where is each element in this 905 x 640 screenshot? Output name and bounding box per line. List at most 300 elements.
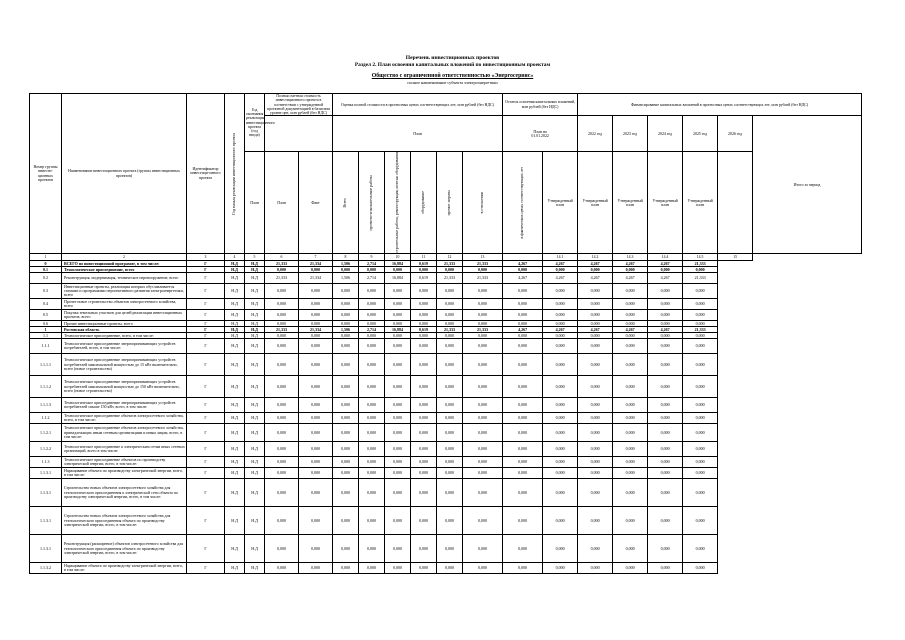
row-value: 0,000 <box>578 267 613 273</box>
table-row <box>30 261 862 267</box>
row-value: 0,000 <box>503 284 543 299</box>
col-year-start-label: Год начала реализации инвестиционного проекта <box>232 132 237 215</box>
row-value: 0,000 <box>359 339 385 354</box>
row-value: 0,000 <box>385 468 411 479</box>
row-name: Ростовская область <box>62 327 187 333</box>
row-value: 0,000 <box>648 563 683 574</box>
row-number: 1.1.1.3 <box>30 398 62 413</box>
index-cell: 8 <box>333 254 359 261</box>
all-label: Всего <box>343 198 348 208</box>
row-value: 21,333 <box>683 273 718 284</box>
row-year-end: Н.Д <box>245 413 265 424</box>
row-value: 0,000 <box>503 354 543 376</box>
table-row <box>30 424 862 442</box>
row-value: 0,000 <box>359 424 385 442</box>
row-value: 0,000 <box>543 267 578 273</box>
y2026-header: 2026 год <box>718 116 753 152</box>
row-year-end: Н.Д <box>245 468 265 479</box>
row-name: Технологическое присоединение объектов электросетевого хозяйства, принадлежащих иным сетевым организациям и иным лицам, всего, в том числе: <box>62 424 187 442</box>
row-value: 0,000 <box>683 354 718 376</box>
index-cell <box>503 254 543 261</box>
row-year-start: Н.Д <box>225 273 245 284</box>
row-value: 21,333 <box>265 327 299 333</box>
row-value: 0,000 <box>543 333 578 339</box>
row-value: 0,000 <box>333 563 359 574</box>
row-value: 0,000 <box>503 442 543 457</box>
row-value: 0,000 <box>299 442 333 457</box>
row-value: 0,000 <box>299 354 333 376</box>
row-value: 0,000 <box>613 535 648 563</box>
row-value: 0,000 <box>333 413 359 424</box>
row-value: 0,000 <box>613 267 648 273</box>
row-year-end: Н.Д <box>245 442 265 457</box>
row-value: 0,000 <box>265 339 299 354</box>
row-value: 0,000 <box>503 479 543 507</box>
row-name: Наращивание объекта по производству электрической энергии, всего, в том числе: <box>62 468 187 479</box>
row-value: 0,000 <box>613 398 648 413</box>
row-year-end: Н.Д <box>245 333 265 339</box>
row-value: 0,000 <box>385 284 411 299</box>
row-name: Технологическое присоединение энергопринимающих устройств потребителей максимальной мощностью до 150 кВт включительно, всего (новое строительство) <box>62 376 187 398</box>
row-value: 0,000 <box>359 310 385 321</box>
row-value: 0,000 <box>359 468 385 479</box>
row-year-end: Н.Д <box>245 457 265 468</box>
approved-2024: Утвержденный план <box>613 152 648 254</box>
row-year-start: Н.Д <box>225 284 245 299</box>
row-value: 0,000 <box>613 563 648 574</box>
col-cost-est-header: Полная сметная стоимость инвестиционного проекта в соответствии с утвержденной проектной документацией в базисном уровне цен, млн рублей (без НДС) <box>265 94 333 116</box>
row-value: 0,000 <box>683 267 718 273</box>
index-cell: 10 <box>385 254 411 261</box>
row-value: 0,000 <box>437 310 463 321</box>
total-period-header: Итого за период <box>753 116 862 254</box>
y2022-header: 2022 год <box>578 116 613 152</box>
index-cell: 15 <box>718 254 753 261</box>
row-value: 0,000 <box>265 310 299 321</box>
row-value: 0,000 <box>578 479 613 507</box>
row-value: 0,000 <box>437 321 463 327</box>
row-number: 0 <box>30 261 62 267</box>
document-title: Перечень инвестиционных проектов <box>405 55 500 61</box>
row-value: 0,000 <box>411 310 437 321</box>
row-number: 1.1.2.1 <box>30 424 62 442</box>
row-value: 4,267 <box>543 327 578 333</box>
row-value: 4,267 <box>578 261 613 267</box>
row-value: 0,000 <box>648 333 683 339</box>
row-year-end: Н.Д <box>245 267 265 273</box>
row-value: 0,000 <box>578 398 613 413</box>
all-header <box>333 152 359 254</box>
row-value: 0,000 <box>578 535 613 563</box>
row-value: 0,000 <box>503 376 543 398</box>
other-label: прочие затраты <box>447 190 452 216</box>
row-year-end: Н.Д <box>245 327 265 333</box>
row-value: 0,000 <box>299 468 333 479</box>
row-year-start: Н.Д <box>225 267 245 273</box>
row-value: 4,267 <box>613 327 648 333</box>
row-value: 0,000 <box>613 442 648 457</box>
row-value: 21,334 <box>299 327 333 333</box>
row-value: 0,000 <box>613 310 648 321</box>
row-value: 0,619 <box>411 261 437 267</box>
row-year-start: Н.Д <box>225 442 245 457</box>
row-number: 1.1.1 <box>30 339 62 354</box>
row-value: 0,000 <box>411 563 437 574</box>
row-value: 0,000 <box>543 507 578 535</box>
row-id: Г <box>187 563 225 574</box>
row-value: 4,267 <box>613 273 648 284</box>
row-value: 0,000 <box>299 267 333 273</box>
row-value: 0,000 <box>265 535 299 563</box>
row-name: Технологическое присоединение, всего <box>62 267 187 273</box>
row-number: 1.1.3.1 <box>30 535 62 563</box>
row-id: Г <box>187 442 225 457</box>
row-value: 0,000 <box>265 413 299 424</box>
row-value: 0,000 <box>463 310 503 321</box>
y2024-header: 2024 год <box>648 116 683 152</box>
row-value: 16,884 <box>385 273 411 284</box>
row-value: 0,000 <box>683 339 718 354</box>
other-header <box>437 152 463 254</box>
row-value: 0,000 <box>385 479 411 507</box>
row-value: 0,000 <box>265 457 299 468</box>
row-value: 0,000 <box>385 299 411 310</box>
row-value: 0,000 <box>648 479 683 507</box>
row-id: Г <box>187 457 225 468</box>
row-value: 0,000 <box>648 339 683 354</box>
row-number: 1.1.3.1 <box>30 468 62 479</box>
row-value: 0,000 <box>463 299 503 310</box>
row-value: 0,000 <box>299 310 333 321</box>
row-value: 0,000 <box>503 413 543 424</box>
row-value: 0,000 <box>463 563 503 574</box>
row-value: 0,000 <box>648 457 683 468</box>
row-value: 0,000 <box>648 507 683 535</box>
row-value: 0,000 <box>578 299 613 310</box>
header-row-1 <box>30 94 862 116</box>
index-cell: 13 <box>463 254 503 261</box>
row-value: 0,000 <box>683 442 718 457</box>
row-year-start: Н.Д <box>225 457 245 468</box>
row-year-end: Н.Д <box>245 310 265 321</box>
row-value: 0,000 <box>359 535 385 563</box>
row-value: 0,000 <box>613 284 648 299</box>
row-number: 1 <box>30 327 62 333</box>
row-year-start: Н.Д <box>225 333 245 339</box>
col-finance-header: Финансирование капитальных вложений в прогнозных ценах соответствующих лет, млн рублей (без НДС) <box>578 94 862 116</box>
row-value: 0,000 <box>333 398 359 413</box>
row-value: 16,884 <box>385 327 411 333</box>
row-value: 0,000 <box>543 424 578 442</box>
row-value: 0,000 <box>299 333 333 339</box>
row-year-end: Н.Д <box>245 563 265 574</box>
row-value: 0,000 <box>437 413 463 424</box>
row-value: 0,000 <box>463 507 503 535</box>
row-number: 1.1.1.2 <box>30 376 62 398</box>
row-value: 0,000 <box>578 424 613 442</box>
row-name: Инвестиционные проекты, реализация которых обуславливается схемами и программами перспективного развития электроэнергетики, всего <box>62 284 187 299</box>
row-value: 21,333 <box>265 261 299 267</box>
row-value: 0,000 <box>265 563 299 574</box>
row-value: 21,333 <box>437 273 463 284</box>
row-value: 0,619 <box>411 327 437 333</box>
row-value: 0,000 <box>648 535 683 563</box>
row-value: 21,334 <box>299 261 333 267</box>
row-year-end: Н.Д <box>245 507 265 535</box>
table-row <box>30 413 862 424</box>
row-id: Г <box>187 507 225 535</box>
row-year-start: Н.Д <box>225 479 245 507</box>
row-id: Г <box>187 479 225 507</box>
row-value: 0,000 <box>359 398 385 413</box>
row-value: 0,000 <box>503 333 543 339</box>
row-value: 0,000 <box>333 310 359 321</box>
row-value: 0,000 <box>333 333 359 339</box>
row-id: Г <box>187 424 225 442</box>
row-value: 2,714 <box>359 261 385 267</box>
row-value: 0,000 <box>683 424 718 442</box>
row-year-end: Н.Д <box>245 398 265 413</box>
row-year-end: Н.Д <box>245 284 265 299</box>
row-number: 1.1.1.1 <box>30 354 62 376</box>
row-value: 0,000 <box>503 310 543 321</box>
table-row <box>30 299 862 310</box>
row-value: 0,000 <box>437 563 463 574</box>
row-value: 0,000 <box>543 310 578 321</box>
row-value: 0,000 <box>543 468 578 479</box>
y2025-header: 2025 год <box>683 116 718 152</box>
equip-label: оборудование <box>421 191 426 215</box>
row-year-start: Н.Д <box>225 339 245 354</box>
col-year-end-header: Год окончания реализации инвестиционного проекта (год ввода) <box>245 94 265 152</box>
equip-header <box>411 152 437 254</box>
row-value: 0,000 <box>333 424 359 442</box>
row-year-start: Н.Д <box>225 261 245 267</box>
row-value: 0,000 <box>437 457 463 468</box>
row-year-start: Н.Д <box>225 507 245 535</box>
row-value: 0,000 <box>359 354 385 376</box>
row-number: 0.5 <box>30 310 62 321</box>
row-value: 0,000 <box>385 442 411 457</box>
row-value: 21,334 <box>299 273 333 284</box>
row-value: 0,000 <box>333 507 359 535</box>
col-plan-sub: План <box>333 116 503 152</box>
row-value: 0,000 <box>683 376 718 398</box>
row-value: 0,000 <box>648 442 683 457</box>
index-cell: 14.1 <box>543 254 578 261</box>
row-id: Г <box>187 398 225 413</box>
row-value: 21,333 <box>265 273 299 284</box>
row-name: Технологическое присоединение, всего, в том числе: <box>62 333 187 339</box>
row-year-end: Н.Д <box>245 321 265 327</box>
row-value: 0,000 <box>359 442 385 457</box>
row-value: 21,333 <box>463 327 503 333</box>
row-value: 0,000 <box>543 376 578 398</box>
index-cell: 1 <box>30 254 62 261</box>
row-value: 0,000 <box>543 299 578 310</box>
row-id: Г <box>187 327 225 333</box>
row-value: 0,000 <box>648 299 683 310</box>
row-value: 0,000 <box>359 479 385 507</box>
row-value: 0,000 <box>437 535 463 563</box>
row-value: 0,000 <box>683 507 718 535</box>
row-value: 0,000 <box>299 563 333 574</box>
row-value: 0,000 <box>648 321 683 327</box>
row-value: 0,000 <box>613 479 648 507</box>
approved-2026: Утвержденный план <box>683 152 718 254</box>
row-value: 0,000 <box>265 479 299 507</box>
remain-all-label: в отношении <box>480 192 485 214</box>
row-value: 0,000 <box>463 535 503 563</box>
row-value: 0,000 <box>578 507 613 535</box>
row-value: 0,000 <box>385 376 411 398</box>
row-value: 0,000 <box>411 299 437 310</box>
row-value: 0,000 <box>265 333 299 339</box>
row-value: 0,000 <box>578 563 613 574</box>
row-year-end: Н.Д <box>245 354 265 376</box>
row-value: 0,000 <box>385 507 411 535</box>
row-value: 0,000 <box>543 321 578 327</box>
row-name: Технологическое присоединение энергопринимающих устройств потребителей, всего, в том числе: <box>62 339 187 354</box>
row-value: 0,000 <box>463 468 503 479</box>
row-value: 0,000 <box>613 457 648 468</box>
col-plan-on-sub <box>503 116 578 152</box>
row-id: Г <box>187 321 225 327</box>
row-value: 0,000 <box>503 321 543 327</box>
row-value: 0,000 <box>437 284 463 299</box>
cost-est-fact: Факт <box>299 152 333 254</box>
row-year-start: Н.Д <box>225 299 245 310</box>
row-number: 0.1 <box>30 267 62 273</box>
row-id: Г <box>187 339 225 354</box>
row-value: 0,000 <box>613 354 648 376</box>
row-value: 4,267 <box>503 273 543 284</box>
row-value: 0,000 <box>265 321 299 327</box>
row-name: Технологическое присоединение энергопринимающих устройств потребителей свыше 150 кВт, всего, в том числе: <box>62 398 187 413</box>
remain-factual-label: в фактических ценах соответствующих лет <box>520 167 525 239</box>
row-name: Прочее новое строительство объектов электросетевого хозяйства, всего <box>62 299 187 310</box>
investment-table <box>29 93 862 574</box>
row-id: Г <box>187 535 225 563</box>
row-value: 0,000 <box>265 424 299 442</box>
row-value: 0,000 <box>411 535 437 563</box>
row-name: Строительство новых объектов электросетевого хозяйства для технологического присоединения к электрической сети объекта по производству электрической энергии, всего, в том числе: <box>62 479 187 507</box>
row-value: 0,000 <box>543 398 578 413</box>
smr-label: строительные работы, реконструкция, монтаж оборудования <box>395 152 400 254</box>
row-value: 1,506 <box>333 273 359 284</box>
row-value: 0,000 <box>385 413 411 424</box>
row-value: 0,000 <box>333 354 359 376</box>
row-number: 0.4 <box>30 299 62 310</box>
row-value: 0,000 <box>265 398 299 413</box>
row-name: Прочие инвестиционные проекты, всего <box>62 321 187 327</box>
row-value: 0,000 <box>648 413 683 424</box>
row-value: 21,333 <box>463 261 503 267</box>
row-value: 0,000 <box>385 310 411 321</box>
row-value: 4,267 <box>648 261 683 267</box>
plan-on-date: 01.01.2022 <box>531 133 549 138</box>
row-value: 0,000 <box>613 321 648 327</box>
row-value: 4,267 <box>503 261 543 267</box>
row-value: 0,000 <box>411 413 437 424</box>
row-value: 0,000 <box>437 354 463 376</box>
row-number: 1.1.2 <box>30 413 62 424</box>
row-value: 4,267 <box>543 273 578 284</box>
row-value: 0,000 <box>578 468 613 479</box>
table-row <box>30 457 862 468</box>
row-value: 0,000 <box>578 321 613 327</box>
row-value: 0,000 <box>333 284 359 299</box>
row-number: 1.1.3 <box>30 457 62 468</box>
row-value: 4,267 <box>648 327 683 333</box>
row-value: 0,000 <box>385 339 411 354</box>
row-year-start: Н.Д <box>225 535 245 563</box>
cost-est-plan: План <box>265 152 299 254</box>
row-value: 21,333 <box>683 327 718 333</box>
row-name: ВСЕГО по инвестиционной программе, в том числе: <box>62 261 187 267</box>
row-name: Покупка земельных участков для целей реализации инвестиционных проектов, всего <box>62 310 187 321</box>
row-value: 0,000 <box>411 376 437 398</box>
index-cell: 7 <box>299 254 333 261</box>
row-value: 0,000 <box>503 339 543 354</box>
row-value: 0,000 <box>463 442 503 457</box>
row-value: 0,000 <box>613 339 648 354</box>
table-row <box>30 339 862 354</box>
approved-2025: Утвержденный план <box>648 152 683 254</box>
row-number: 1.1.3.1 <box>30 507 62 535</box>
row-value: 4,267 <box>503 327 543 333</box>
row-value: 0,000 <box>683 321 718 327</box>
index-cell: 14.4 <box>648 254 683 261</box>
pir-header <box>359 152 385 254</box>
row-value: 1,506 <box>333 261 359 267</box>
row-value: 0,000 <box>411 267 437 273</box>
index-cell: 14.2 <box>578 254 613 261</box>
row-value: 0,000 <box>578 333 613 339</box>
row-value: 0,000 <box>265 376 299 398</box>
row-value: 0,000 <box>543 563 578 574</box>
row-value: 0,000 <box>359 376 385 398</box>
row-value: 0,000 <box>613 333 648 339</box>
row-id: Г <box>187 261 225 267</box>
row-value: 0,000 <box>463 321 503 327</box>
row-value: 0,000 <box>411 442 437 457</box>
row-year-start: Н.Д <box>225 321 245 327</box>
table-row <box>30 273 862 284</box>
row-value: 0,000 <box>463 424 503 442</box>
index-cell: 14.3 <box>613 254 648 261</box>
remain-all-header <box>463 152 503 254</box>
index-cell: 9 <box>359 254 385 261</box>
row-value: 2,714 <box>359 273 385 284</box>
table-row <box>30 535 862 563</box>
row-year-end: Н.Д <box>245 376 265 398</box>
row-value: 0,000 <box>299 284 333 299</box>
row-value: 2,714 <box>359 327 385 333</box>
row-value: 0,000 <box>299 424 333 442</box>
row-value: 0,000 <box>437 424 463 442</box>
row-number: 0.6 <box>30 321 62 327</box>
row-value: 0,000 <box>463 457 503 468</box>
row-value: 0,000 <box>265 354 299 376</box>
company-name: Общество с ограниченной ответственностью «Энергосервис» <box>371 73 534 79</box>
row-value: 0,000 <box>578 339 613 354</box>
pir-label: проектно-изыскательские работы <box>369 175 374 231</box>
row-value: 0,000 <box>437 442 463 457</box>
row-value: 4,267 <box>578 327 613 333</box>
row-value: 0,000 <box>503 468 543 479</box>
row-value: 0,000 <box>359 284 385 299</box>
